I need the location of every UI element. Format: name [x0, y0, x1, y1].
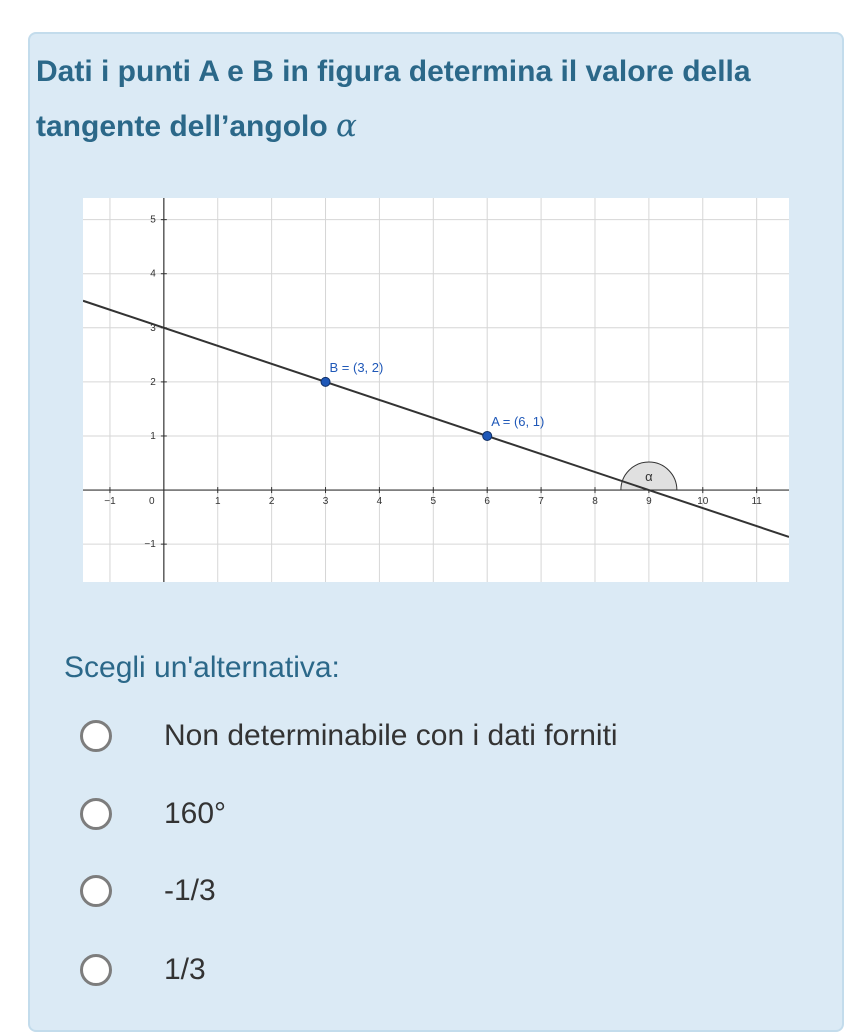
- y-tick-label: −1: [144, 539, 156, 551]
- y-tick-label: 2: [150, 376, 156, 388]
- graph-svg: [83, 198, 789, 582]
- angle-label: α: [645, 469, 653, 485]
- x-tick-label: 10: [697, 496, 709, 508]
- x-tick-label: 9: [646, 496, 652, 508]
- option-label: -1/3: [164, 874, 216, 907]
- grid: [83, 198, 789, 582]
- x-tick-label: −1: [104, 496, 116, 508]
- y-tick-label: 1: [150, 430, 156, 442]
- radio-button[interactable]: [80, 798, 112, 830]
- option-160-degrees[interactable]: [78, 794, 778, 844]
- x-tick-label: 3: [322, 496, 329, 508]
- alpha-symbol: α: [336, 108, 357, 144]
- angle-marker: [621, 462, 677, 490]
- option-label: 160°: [164, 797, 227, 830]
- point-b-label: B = (3, 2): [329, 359, 384, 375]
- y-tick-label: 3: [150, 322, 156, 334]
- question-text: [36, 44, 756, 154]
- y-tick-label: 5: [150, 214, 156, 226]
- option-not-determinable[interactable]: [78, 716, 778, 766]
- radio-button[interactable]: [80, 954, 112, 986]
- choose-prompt: Scegli un'alternativa:: [64, 651, 340, 684]
- option-label: 1/3: [164, 953, 206, 986]
- radio-button[interactable]: [80, 875, 112, 907]
- graph-figure: [83, 198, 789, 582]
- axes: [83, 198, 789, 582]
- point-b: [321, 377, 330, 386]
- point-a-label: A = (6, 1): [491, 413, 545, 429]
- x-tick-label: 4: [376, 496, 383, 508]
- y-tick-label: 4: [150, 268, 156, 280]
- point-a: [483, 431, 492, 440]
- x-tick-label: 2: [268, 496, 275, 508]
- x-tick-label: 6: [484, 496, 490, 508]
- x-tick-label: 1: [214, 496, 221, 508]
- option-minus-one-third[interactable]: [78, 871, 778, 921]
- x-tick-label: 8: [592, 496, 598, 508]
- radio-button[interactable]: [80, 720, 112, 752]
- question-label: Dati i punti A e B in figura determina il valore della tangente dell’angolo: [36, 55, 751, 143]
- points: [321, 360, 544, 441]
- x-tick-label: 7: [538, 496, 544, 508]
- origin-label: 0: [149, 496, 155, 508]
- option-label: Non determinabile con i dati forniti: [164, 719, 618, 752]
- x-tick-label: 11: [751, 496, 762, 508]
- option-one-third[interactable]: [78, 950, 778, 1000]
- x-tick-label: 5: [430, 496, 437, 508]
